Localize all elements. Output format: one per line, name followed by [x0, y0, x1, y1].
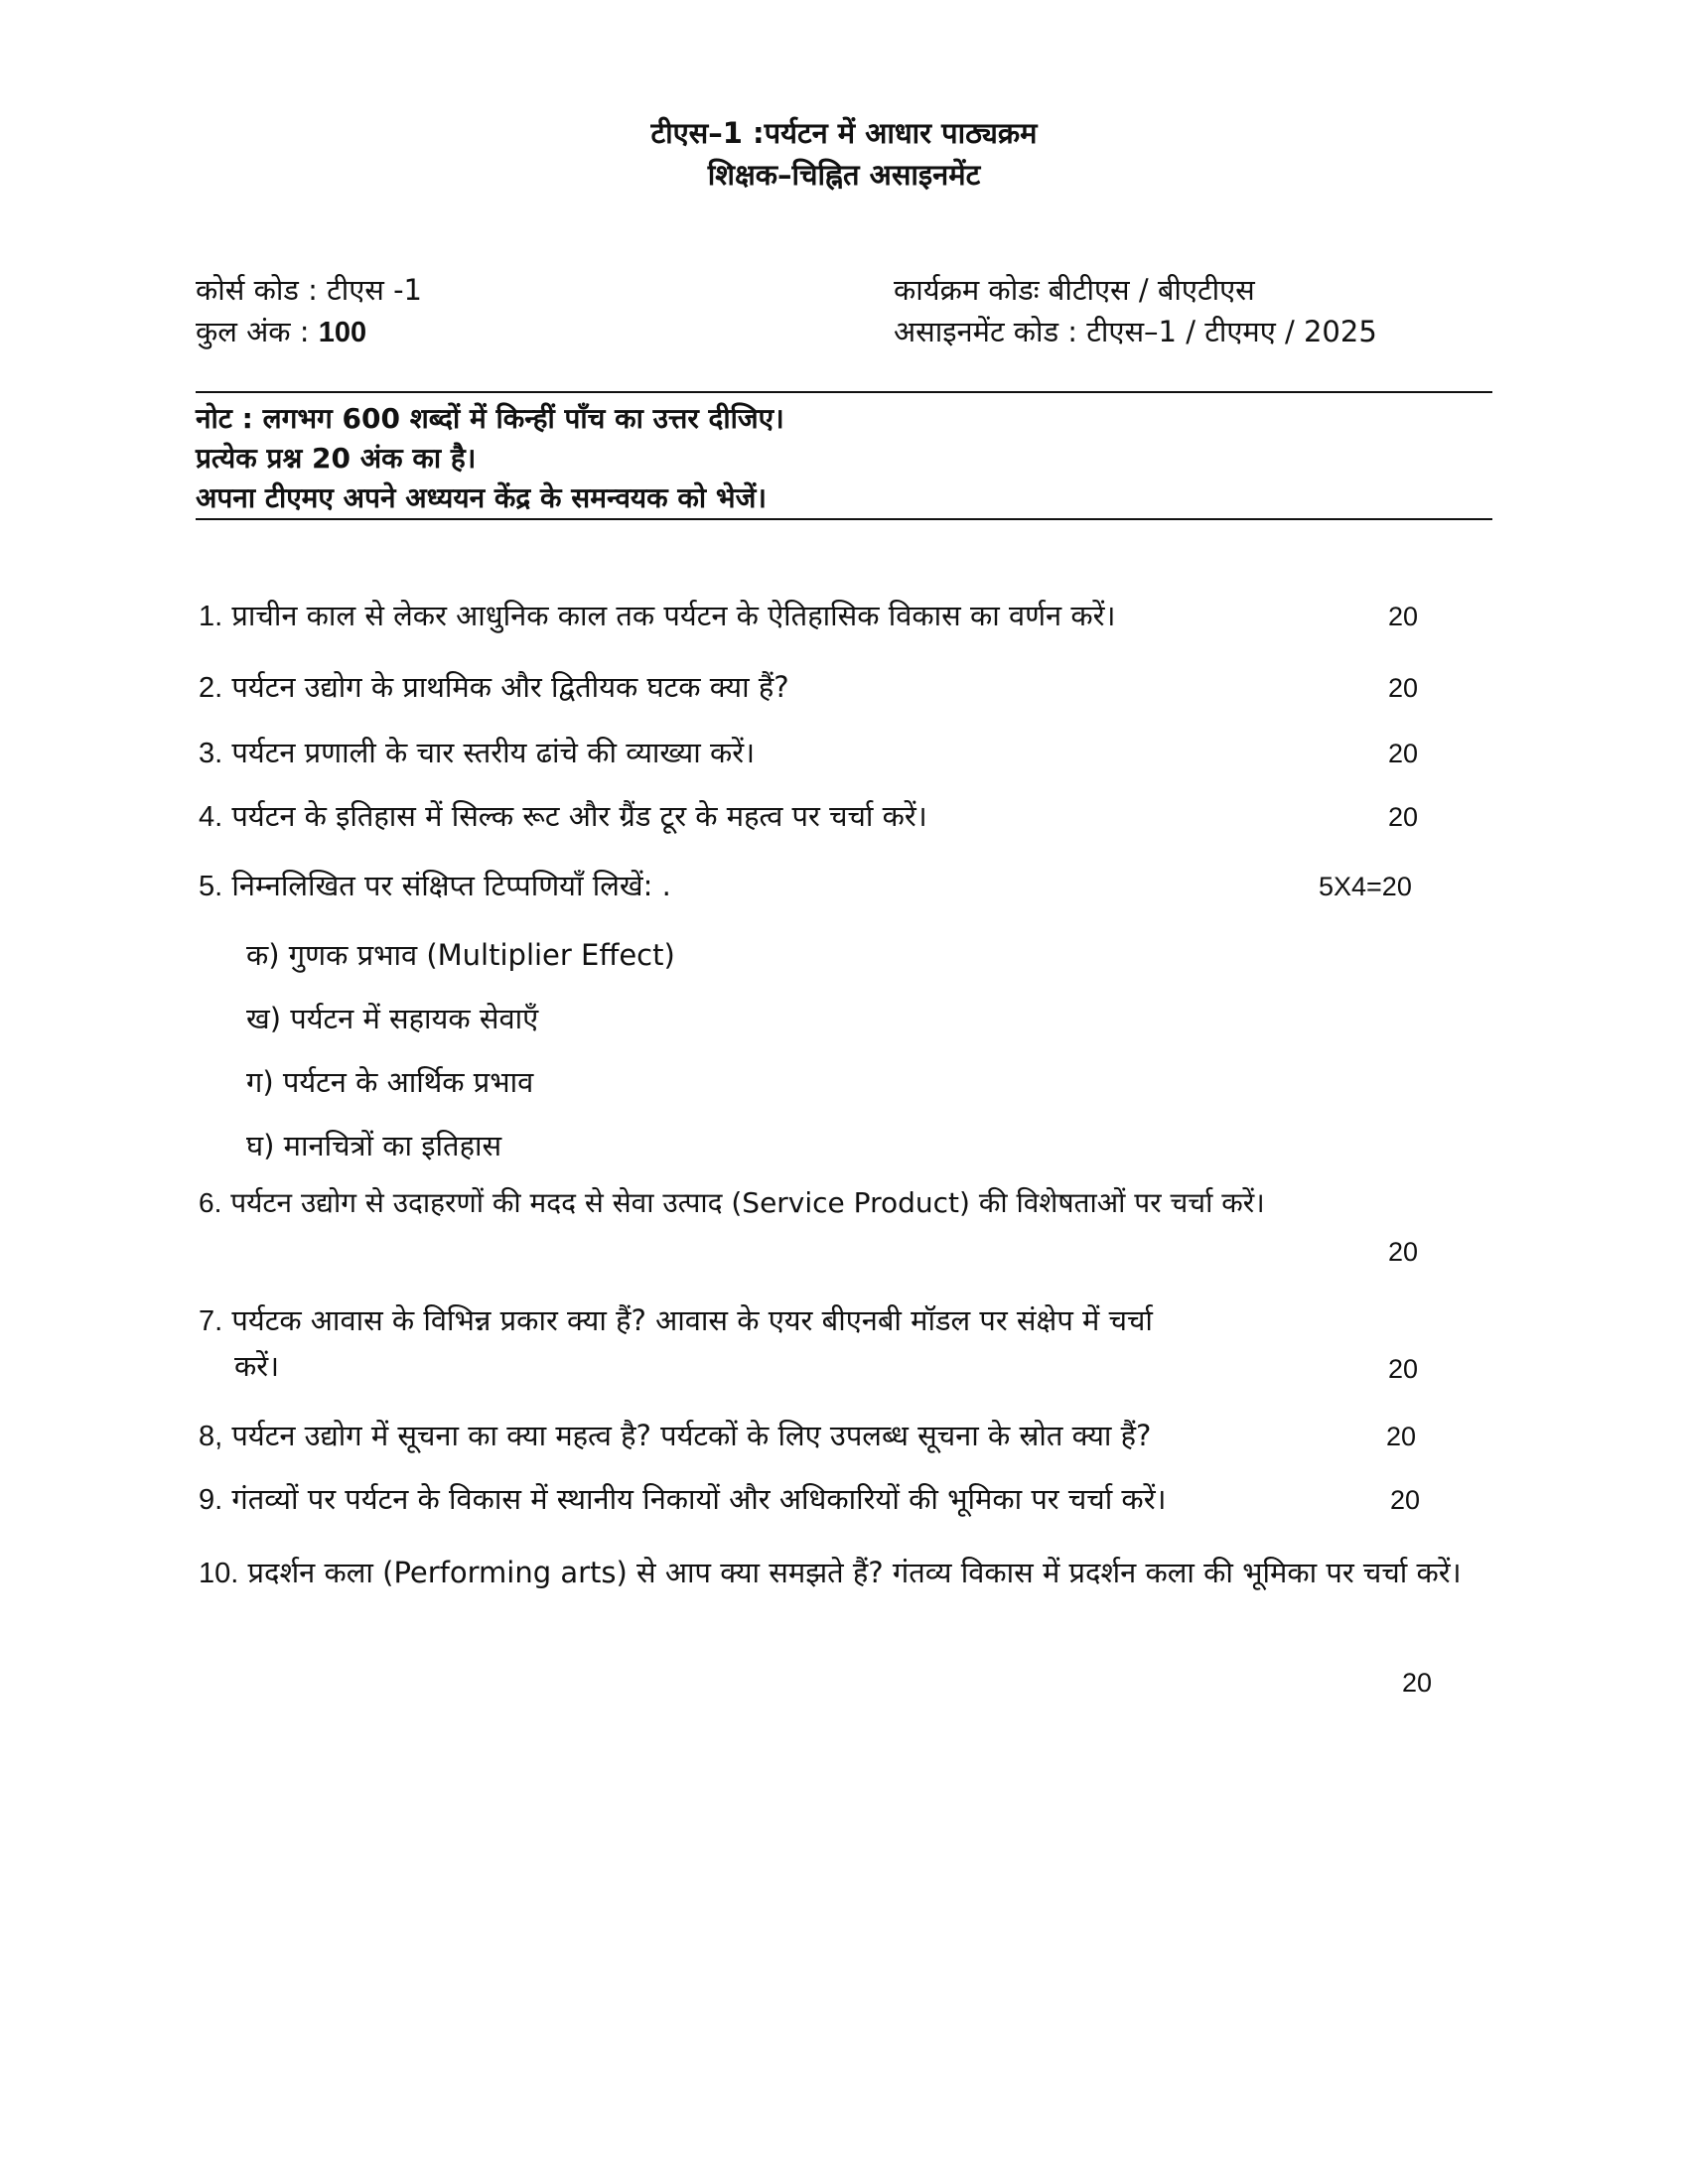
question-text: पर्यटन उद्योग के प्राथमिक और द्वितीयक घटक क्या हैं? — [231, 670, 789, 704]
question-text: प्राचीन काल से लेकर आधुनिक काल तक पर्यटन के ऐतिहासिक विकास का वर्णन करें। — [231, 599, 1116, 632]
question-8 — [199, 1416, 1151, 1454]
question-3 — [199, 733, 755, 771]
question-7 — [199, 1300, 1153, 1339]
note-line-1: नोट : लगभग 600 शब्दों में किन्हीं पाँच का उत्तर दीजिए। — [196, 402, 784, 435]
question-number: 7. — [199, 1305, 223, 1337]
total-marks-value: 100 — [318, 317, 367, 348]
question-8-marks: 20 — [1386, 1422, 1417, 1451]
question-text: पर्यटन उद्योग से उदाहरणों की मदद से सेवा उत्पाद (Service Product) की विशेषताओं पर चर्चा करें। — [230, 1186, 1265, 1219]
question-5 — [199, 866, 671, 904]
question-4 — [199, 796, 927, 835]
question-number: 4. — [199, 801, 223, 833]
question-9 — [199, 1479, 1167, 1518]
question-4-marks: 20 — [1388, 802, 1419, 832]
page-title: टीएस–1 :पर्यटन में आधार पाठ्यक्रम — [650, 116, 1038, 150]
question-10-marks: 20 — [1402, 1668, 1433, 1698]
note-line-2: प्रत्येक प्रश्न 20 अंक का है। — [196, 442, 477, 475]
question-text: पर्यटन प्रणाली के चार स्तरीय ढांचे की व्याख्या करें। — [231, 736, 756, 769]
question-number: 3. — [199, 738, 223, 769]
question-number: 6. — [199, 1187, 222, 1218]
sub-item-ga: ग) पर्यटन के आर्थिक प्रभाव — [246, 1065, 534, 1099]
question-number: 9. — [199, 1484, 223, 1516]
question-2 — [199, 667, 789, 706]
note-bottom-rule — [196, 518, 1492, 520]
total-marks — [196, 312, 366, 350]
note-line-3: अपना टीएमए अपने अध्ययन केंद्र के समन्वयक को भेजें। — [196, 481, 767, 514]
question-number: 8, — [199, 1421, 223, 1452]
question-text: प्रदर्शन कला (Performing arts) से आप क्या समझते हैं? गंतव्य विकास में प्रदर्शन कला की भूमिका पर चर्चा करें। — [247, 1556, 1462, 1589]
course-code: कोर्स कोड : टीएस -1 — [196, 273, 423, 307]
question-number: 2. — [199, 672, 223, 704]
question-number: 1. — [199, 601, 223, 632]
question-6-marks: 20 — [1388, 1237, 1419, 1267]
question-text: पर्यटन के इतिहास में सिल्क रूट और ग्रैंड टूर के महत्व पर चर्चा करें। — [231, 799, 927, 833]
question-7-continuation: करें। — [234, 1349, 280, 1383]
question-3-marks: 20 — [1388, 739, 1419, 768]
question-1 — [199, 596, 1116, 634]
assignment-code: असाइनमेंट कोड : टीएस–1 / टीएमए / 2025 — [894, 315, 1377, 348]
page-subtitle: शिक्षक–चिह्नित असाइनमेंट — [707, 158, 981, 192]
question-text: निम्नलिखित पर संक्षिप्त टिप्पणियाँ लिखें: . — [231, 869, 671, 902]
question-5-marks: 5X4=20 — [1319, 872, 1412, 901]
question-9-marks: 20 — [1390, 1485, 1421, 1515]
sub-item-gha: घ) मानचित्रों का इतिहास — [246, 1129, 502, 1162]
question-text: पर्यटक आवास के विभिन्न प्रकार क्या हैं? आवास के एयर बीएनबी मॉडल पर संक्षेप में चर्चा — [231, 1303, 1153, 1337]
programme-code: कार्यक्रम कोडः बीटीएस / बीएटीएस — [894, 273, 1255, 307]
question-2-marks: 20 — [1388, 673, 1419, 703]
question-text: पर्यटन उद्योग में सूचना का क्या महत्व है? पर्यटकों के लिए उपलब्ध सूचना के स्रोत क्या हैं? — [231, 1419, 1152, 1452]
sub-item-ka: क) गुणक प्रभाव (Multiplier Effect) — [246, 938, 675, 972]
question-10 — [199, 1549, 1499, 1597]
question-7-marks: 20 — [1388, 1354, 1419, 1384]
question-text: गंतव्यों पर पर्यटन के विकास में स्थानीय निकायों और अधिकारियों की भूमिका पर चर्चा करें। — [231, 1482, 1167, 1516]
question-1-marks: 20 — [1388, 602, 1419, 631]
total-marks-label: कुल अंक : — [196, 315, 310, 348]
question-6 — [199, 1183, 1265, 1221]
sub-item-kha: ख) पर्यटन में सहायक सेवाएँ — [246, 1002, 539, 1035]
question-number: 10. — [199, 1558, 239, 1589]
question-number: 5. — [199, 871, 223, 902]
note-top-rule — [196, 391, 1492, 393]
